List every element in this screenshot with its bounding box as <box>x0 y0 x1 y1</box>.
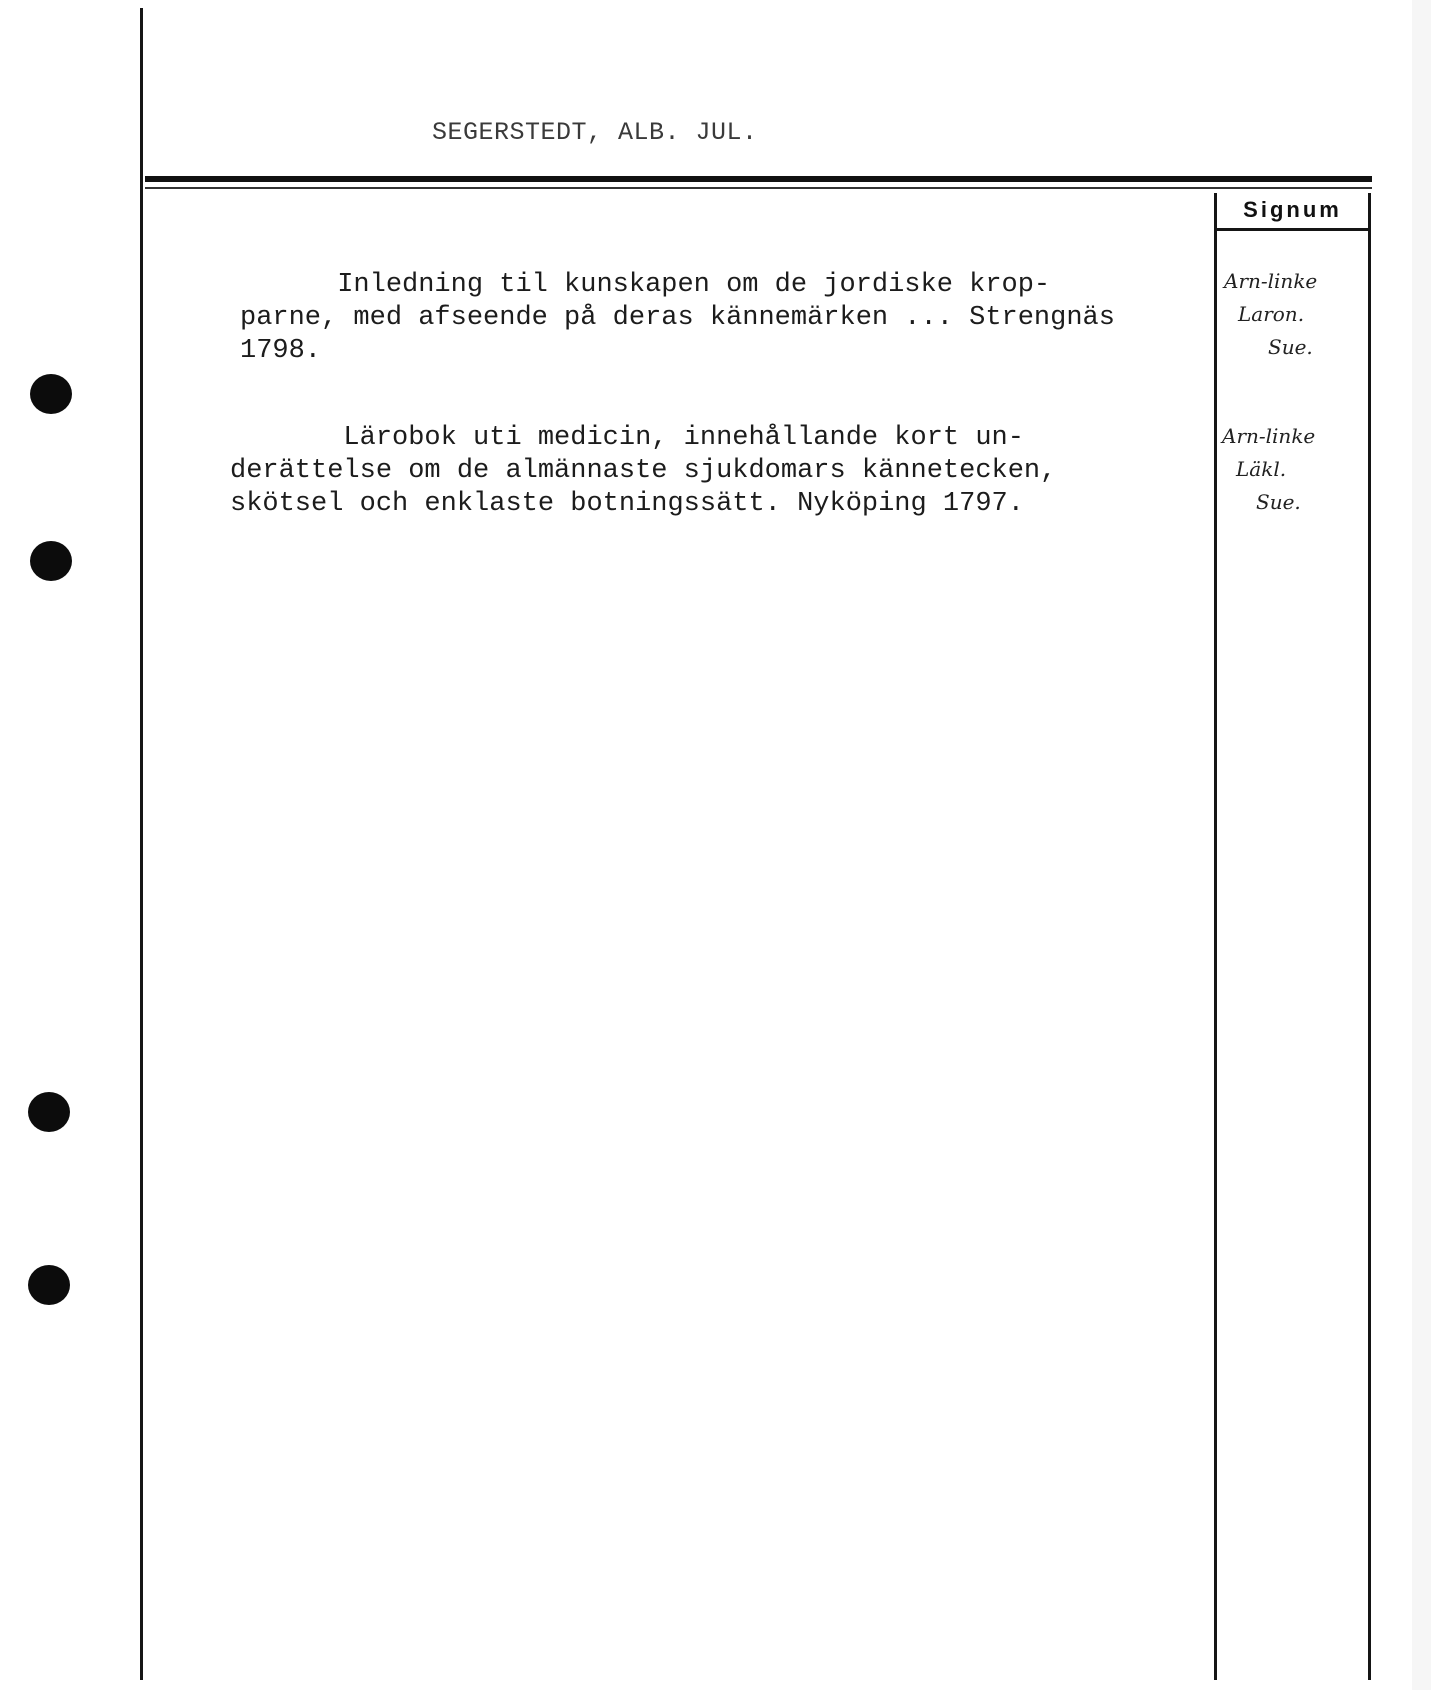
entry-line: parne, med afseende på deras kännemärken ... Strengnäs <box>240 303 1115 333</box>
signum-line: Sue. <box>1256 490 1301 514</box>
signum-column-left-rule <box>1214 193 1217 1680</box>
punch-hole <box>30 541 72 581</box>
signum-line: Sue. <box>1268 335 1313 359</box>
paper-edge <box>1412 0 1431 1690</box>
bibliographic-entry <box>240 269 1115 368</box>
signum-column-right-rule <box>1368 193 1371 1680</box>
punch-hole <box>28 1265 70 1305</box>
signum-line: Arn-linke <box>1222 424 1316 448</box>
entry-line: 1798. <box>240 336 322 366</box>
handwritten-signum <box>1224 265 1364 364</box>
signum-line: Läkl. <box>1236 457 1287 481</box>
entry-line: derättelse om de almännaste sjukdomars kännetecken, <box>230 456 1057 486</box>
signum-line: Arn-linke <box>1224 269 1318 293</box>
punch-hole <box>28 1092 70 1132</box>
bibliographic-entry <box>230 422 1056 521</box>
entry-line: Lärobok uti medicin, innehållande kort un- <box>230 423 1024 453</box>
signum-line: Laron. <box>1238 302 1305 326</box>
entry-line: skötsel och enklaste botningssätt. Nyköping 1797. <box>230 489 1024 519</box>
handwritten-signum <box>1222 420 1362 519</box>
header-rule-thick <box>145 176 1372 182</box>
header-rule-thin <box>145 187 1372 189</box>
left-margin-rule <box>140 8 143 1680</box>
author-heading: SEGERSTEDT, ALB. JUL. <box>432 118 758 147</box>
signum-column-header: Signum <box>1243 197 1342 222</box>
entry-line: Inledning til kunskapen om de jordiske krop- <box>240 270 1051 300</box>
punch-hole <box>30 374 72 414</box>
signum-header-rule <box>1217 228 1368 231</box>
